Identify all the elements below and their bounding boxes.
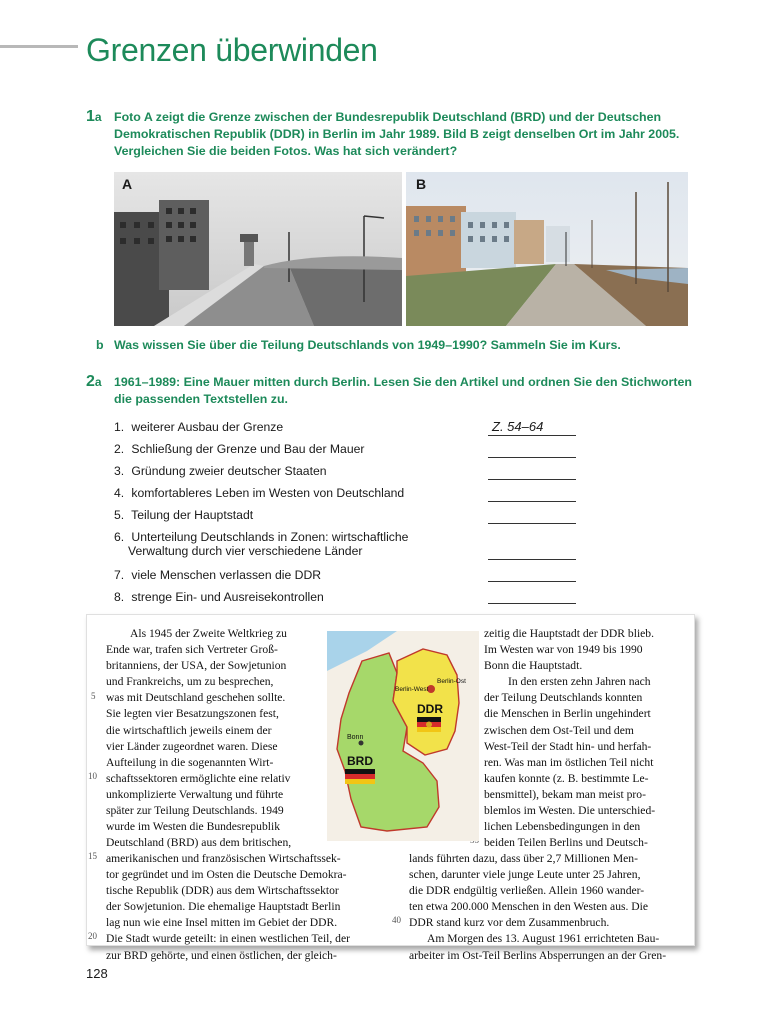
- answer-line[interactable]: [488, 523, 576, 524]
- answer-line[interactable]: [488, 501, 576, 502]
- line-number: 40: [392, 915, 401, 925]
- article-line: lag nun wie eine Insel mitten im Gebiet der DDR.: [106, 916, 338, 930]
- item-number: 3.: [114, 464, 125, 478]
- line-number: 15: [88, 851, 97, 861]
- map-label-berlin-west: Berlin-West: [395, 686, 429, 693]
- article-line: Bonn die Hauptstadt.: [484, 659, 583, 673]
- task-1a-instruction: [114, 109, 679, 160]
- task-number: 2: [86, 373, 95, 390]
- instruction-line: Demokratischen Republik (DDR) in Berlin im Jahr 1989. Bild B zeigt denselben Ort im Jahr 2005.: [114, 127, 680, 141]
- article-line: Als 1945 der Zweite Weltkrieg zu: [130, 627, 287, 640]
- task-sub-letter: a: [94, 110, 102, 124]
- photo-a: [114, 172, 402, 326]
- map-label-berlin-ost: Berlin-Ost: [437, 678, 466, 685]
- line-number: 10: [88, 771, 97, 781]
- item-number: 5.: [114, 508, 125, 522]
- map-label-ddr: DDR: [417, 702, 443, 716]
- answer-line[interactable]: [488, 435, 576, 436]
- ddr-emblem-icon: [426, 722, 432, 728]
- article-line: In den ersten zehn Jahren nach: [508, 675, 651, 689]
- task-1b-letter: b: [96, 338, 104, 352]
- article-line: später zur Teilung Deutschlands. 1949: [106, 804, 284, 818]
- answer-line[interactable]: [488, 559, 576, 560]
- article-line: Die Stadt wurde geteilt: in einen westlichen Teil, der: [106, 932, 350, 946]
- germany-map-svg: [327, 631, 479, 841]
- article-line: bensmittel), bekam man meist pro-: [484, 787, 646, 801]
- photo-a-label: A: [122, 176, 133, 192]
- item-text: Gründung zweier deutscher Staaten: [131, 464, 327, 478]
- item-text: strenge Ein- und Ausreisekontrollen: [131, 590, 324, 604]
- article-box: [86, 614, 695, 962]
- instruction-line: die passenden Textstellen zu.: [114, 392, 288, 406]
- photo-b: [406, 172, 688, 326]
- photo-b-label: B: [416, 176, 427, 192]
- article-left-column: [106, 626, 321, 851]
- article-line: kaufen konnte (z. B. bestimmte Le-: [484, 771, 649, 785]
- item-number: 1.: [114, 420, 125, 434]
- article-line: tor gegründet und im Osten die Deutsche Demokra-: [106, 868, 347, 882]
- task-1b-instruction: Was wissen Sie über die Teilung Deutschlands von 1949–1990? Sammeln Sie im Kurs.: [114, 338, 621, 352]
- bonn-marker: [359, 741, 364, 746]
- ddr-flag: [417, 717, 441, 722]
- item-text: weiterer Ausbau der Grenze: [131, 420, 284, 434]
- task-2a-instruction: [114, 374, 692, 408]
- article-line: DDR stand kurz vor dem Zusammenbruch.: [409, 916, 610, 930]
- photo-a-image: [114, 172, 402, 326]
- task-1-number: [86, 108, 102, 126]
- article-line: Am Morgen des 13. August 1961 errichteten Bau-: [427, 932, 660, 946]
- answer-handwritten: Z. 54–64: [492, 419, 544, 434]
- article-line: beiden Teilen Berlins und Deutsch-: [484, 836, 648, 850]
- page-title: Grenzen überwinden: [86, 32, 378, 68]
- page-number: 128: [86, 966, 108, 981]
- article-line: Sie legten vier Besatzungszonen fest,: [106, 707, 279, 721]
- instruction-line: 1961–1989: Eine Mauer mitten durch Berlin. Lesen Sie den Artikel und ordnen Sie den Stichworten: [114, 375, 692, 389]
- line-number: 5: [91, 691, 96, 701]
- item-number: 7.: [114, 568, 125, 582]
- line-number: 20: [88, 931, 97, 941]
- list-item: [114, 442, 584, 456]
- article-line: tische Republik (DDR) aus dem Wirtschaftssektor: [106, 884, 339, 898]
- list-item: [114, 508, 584, 522]
- article-line: Ende war, trafen sich Vertreter Groß-: [106, 643, 278, 657]
- list-item: [114, 568, 584, 582]
- item-number: 4.: [114, 486, 125, 500]
- task-number: 1: [86, 108, 95, 125]
- instruction-line: Foto A zeigt die Grenze zwischen der Bundesrepublik Deutschland (BRD) und der Deutschen: [114, 110, 662, 124]
- article-line: Aufteilung in die sogenannten Wirt-: [106, 755, 274, 769]
- article-right-wide: [409, 851, 684, 964]
- item-text: Teilung der Hauptstadt: [131, 508, 254, 522]
- article-line: schaftssektoren ermöglichte eine relativ: [106, 771, 291, 785]
- article-line: ten etwa 200.000 Menschen in den Westen aus. Die: [409, 900, 649, 914]
- item-text: komfortableres Leben im Westen von Deutschland: [131, 486, 405, 500]
- article-line: die DDR endgültig verließen. Allein 1960 wander-: [409, 884, 645, 898]
- item-number: 6.: [114, 530, 125, 544]
- article-line: lands führten dazu, dass über 2,7 Millionen Men-: [409, 852, 638, 865]
- article-line: was mit Deutschland geschehen sollte.: [106, 691, 286, 705]
- article-line: britanniens, der USA, der Sowjetunion: [106, 659, 287, 673]
- article-line: blemlos im Westen. Die unterschied-: [484, 804, 656, 818]
- article-left-wide: [106, 851, 386, 964]
- list-item: [114, 530, 584, 558]
- list-item: [114, 590, 584, 604]
- answer-line[interactable]: [488, 581, 576, 582]
- article-line: amerikanischen und französischen Wirtschaftssek-: [106, 852, 341, 865]
- task-2-number: [86, 373, 102, 391]
- item-text: viele Menschen verlassen die DDR: [131, 568, 322, 582]
- item-number: 8.: [114, 590, 125, 604]
- article-line: West-Teil der Stadt hin- und herfah-: [484, 739, 652, 753]
- item-number: 2.: [114, 442, 125, 456]
- list-item: [114, 420, 584, 434]
- article-line: unkomplizierte Verwaltung und führte: [106, 787, 284, 801]
- header-rule: [0, 45, 78, 48]
- answer-line[interactable]: [488, 479, 576, 480]
- list-item: [114, 486, 584, 500]
- task-sub-letter: a: [94, 375, 102, 389]
- item-text: Schließung der Grenze und Bau der Mauer: [131, 442, 365, 456]
- article-line: Deutschland (BRD) aus dem britischen,: [106, 836, 292, 850]
- article-line: zur BRD gehörte, und einen östlichen, der gleich-: [106, 948, 337, 962]
- brd-flag: [345, 769, 375, 774]
- article-line: die wirtschaftlich jeweils einem der: [106, 723, 272, 737]
- map-label-bonn: Bonn: [347, 734, 364, 741]
- article-line: Im Westen war von 1949 bis 1990: [484, 643, 643, 657]
- instruction-line: Vergleichen Sie die beiden Fotos. Was hat sich verändert?: [114, 144, 458, 158]
- answer-line[interactable]: [488, 603, 576, 604]
- article-line: zwischen dem Ost-Teil und dem: [484, 723, 634, 737]
- article-right-column: [484, 626, 680, 851]
- article-line: wurde im Westen die Bundesrepublik: [106, 820, 281, 834]
- map-label-brd: BRD: [347, 754, 373, 768]
- article-line: ren. Was man im östlichen Teil nicht: [484, 755, 654, 769]
- photo-b-image: [406, 172, 688, 326]
- item-text-cont: Verwaltung durch vier verschiedene Länder: [128, 544, 363, 558]
- article-line: zeitig die Hauptstadt der DDR blieb.: [484, 627, 655, 640]
- article-line: der Sowjetunion. Die ehemalige Hauptstadt Berlin: [106, 900, 341, 914]
- item-text: Unterteilung Deutschlands in Zonen: wirtschaftliche: [131, 530, 409, 544]
- article-line: und Frankreichs, um zu besprechen,: [106, 675, 274, 689]
- article-line: lichen Lebensbedingungen in den: [484, 820, 641, 834]
- germany-map: [327, 631, 479, 841]
- article-line: arbeiter im Ost-Teil Berlins Absperrungen an der Gren-: [409, 948, 667, 962]
- article-line: vier Länder zugeordnet waren. Diese: [106, 739, 278, 753]
- article-line: die Menschen in Berlin ungehindert: [484, 707, 651, 721]
- article-line: schen, darunter viele junge Leute unter 25 Jahren,: [409, 868, 641, 882]
- list-item: [114, 464, 584, 478]
- article-line: der Teilung Deutschlands konnten: [484, 691, 643, 705]
- answer-line[interactable]: [488, 457, 576, 458]
